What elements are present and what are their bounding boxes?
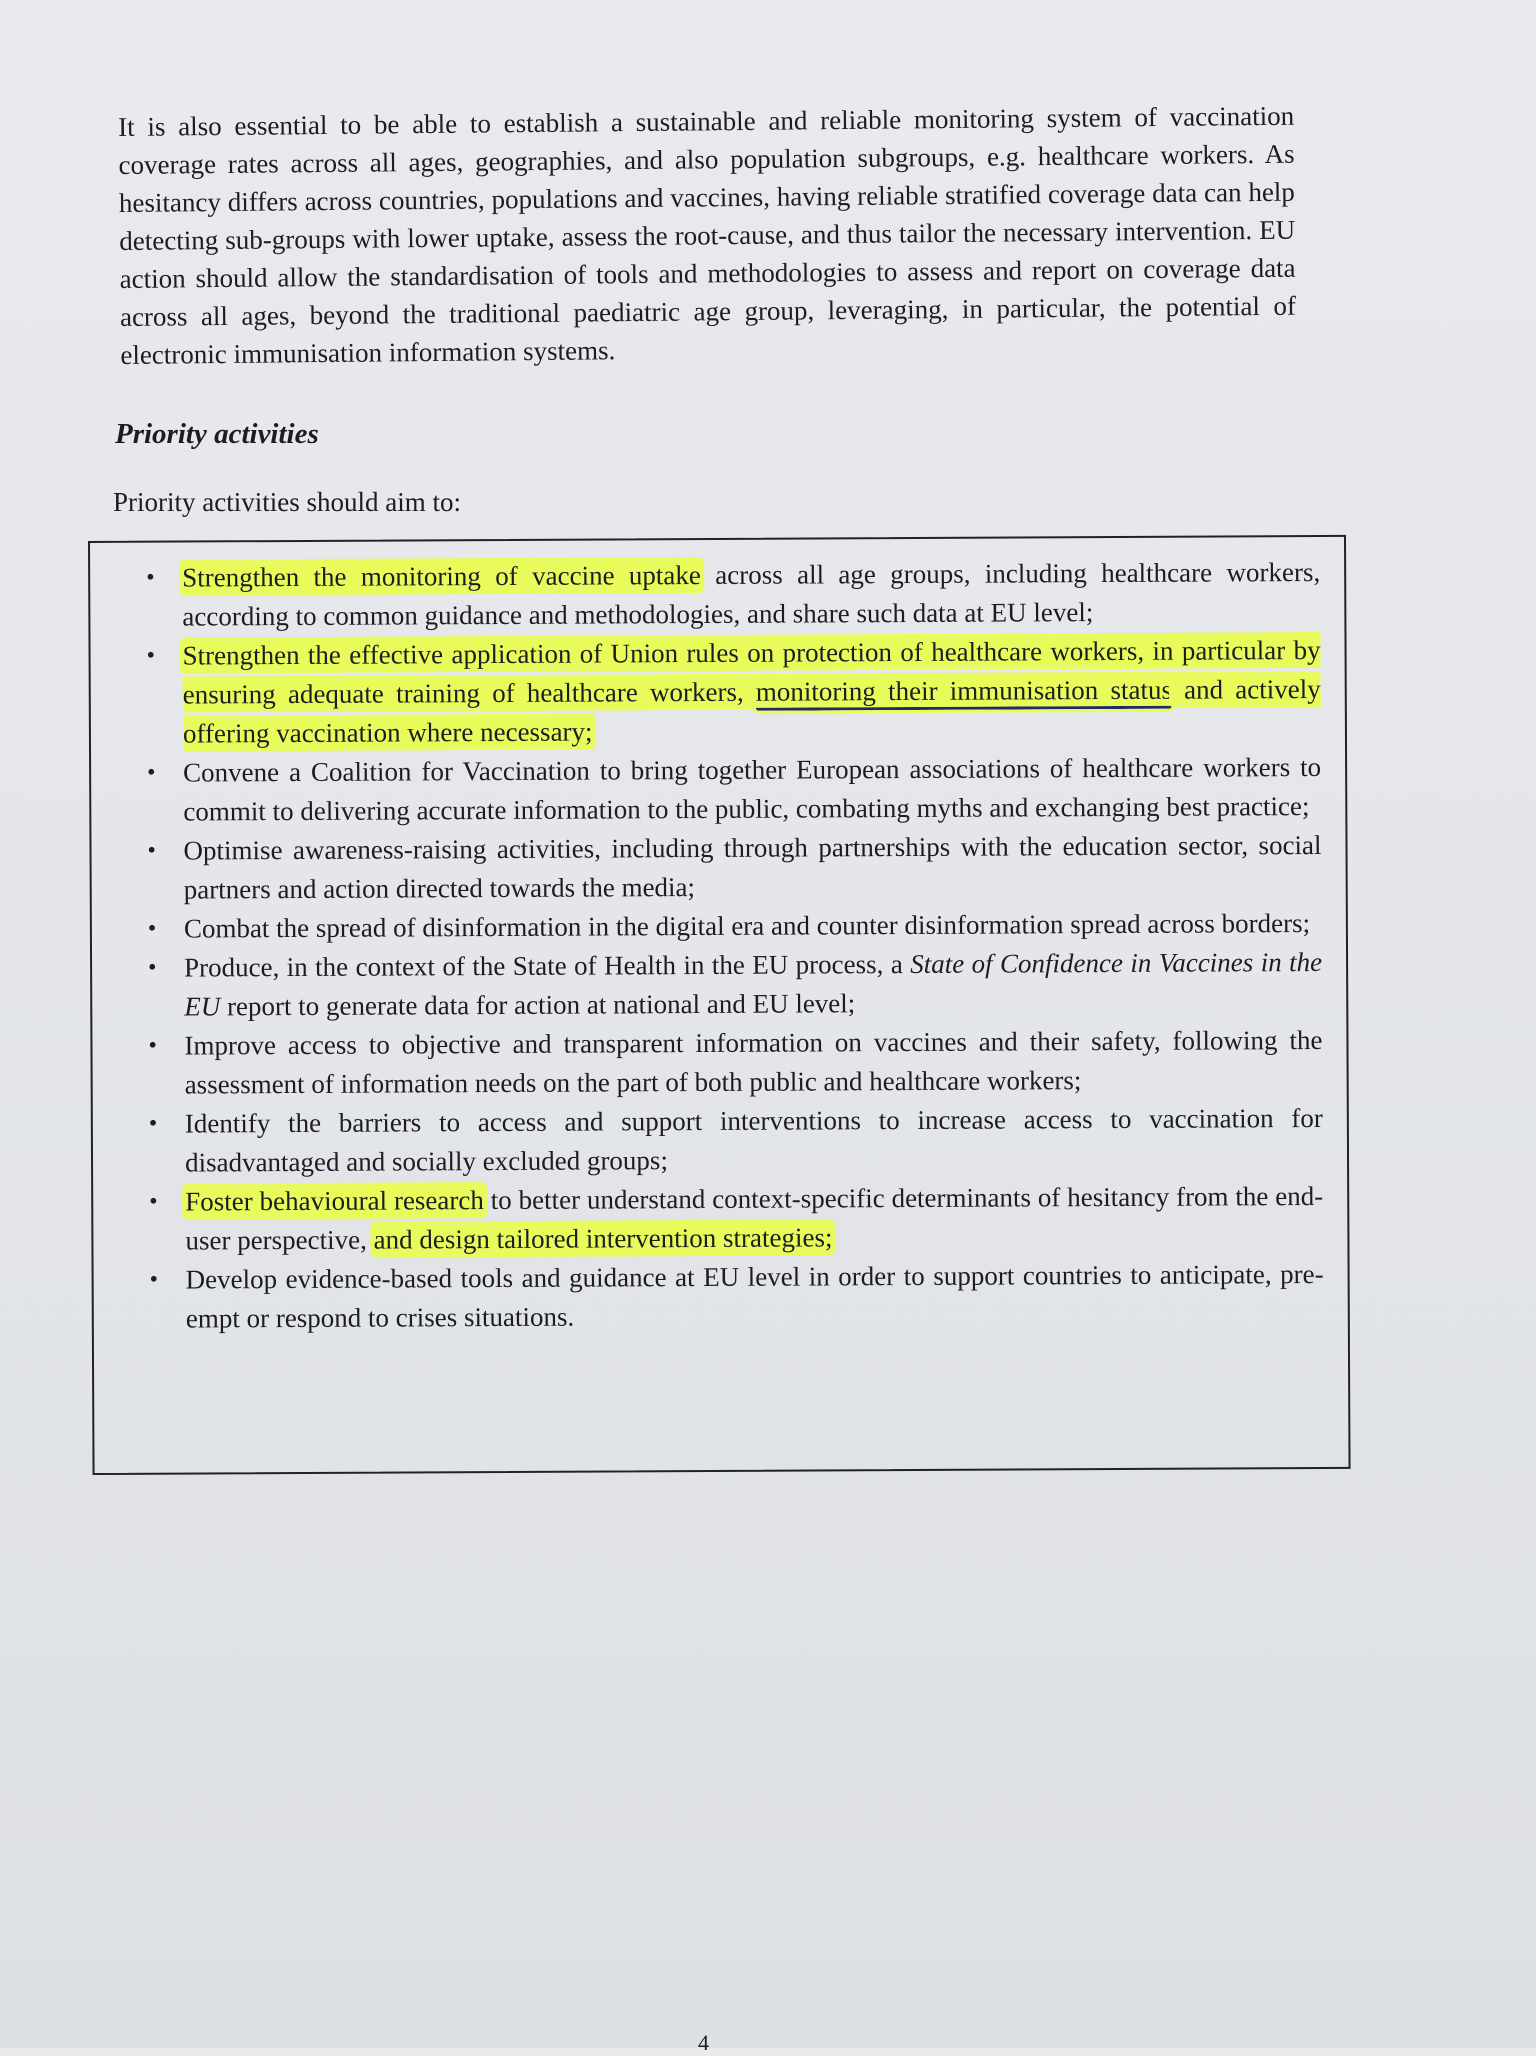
item-text: Identify the barriers to access and support interventions to increase access to vaccination for disadvantaged and socially excluded groups; [184,1102,1323,1178]
bullet-icon: • [147,915,157,942]
list-item [92,943,1322,1027]
list-item [92,904,1322,949]
bullet-icon: • [149,1266,159,1293]
item-text: report to generate data for action at national and EU level; [220,988,856,1022]
bullet-icon: • [146,642,156,669]
item-text: Optimise awareness-raising activities, including through partnerships with the education sector, social partners and action directed towards the media; [183,829,1322,905]
bullet-icon: • [148,1032,157,1059]
intro-paragraph: It is also essential to be able to establish a sustainable and reliable monitoring system of vaccination coverage rates across all ages, geographies, and also population subgroups, e.g. healthcare workers. As hesitancy differs across countries, populations and vaccines, having reliable stratified coverage data can help detecting sub-groups with lower uptake, assess the root-cause, and thus tailor the necessary intervention. EU action should allow the standardisation of tools and methodologies to assess and report on coverage data across all ages, beyond the traditional paediatric age group, leveraging, in particular, the potential of electronic immunisation information systems. [118,100,1297,370]
highlighted-text: Strengthen the effective application of Union rules on protection of healthcare workers, in particular by ensuring adequate training of healthcare workers, [182,634,1321,710]
list-item [90,553,1320,637]
bullet-icon: • [146,564,155,591]
list-item [92,1021,1322,1105]
priority-activities-box [88,535,1351,1475]
list-item [94,1255,1324,1339]
report-title: State of Confidence in Vaccines in the EU [184,946,1323,1022]
item-text: Produce, in the context of the State of Health in the EU process, a [184,948,911,983]
highlighted-text: and design tailored intervention strategies; [373,1222,833,1255]
list-item [91,826,1321,910]
priority-activities-list [90,537,1348,1339]
bullet-icon: • [149,1188,158,1215]
highlighted-text: Strengthen the monitoring of vaccine uptake [182,560,701,593]
item-text: Develop evidence-based tools and guidance at EU level in order to support countries to anticipate, pre-empt or respond to crises situations. [185,1258,1324,1334]
list-item [93,1099,1323,1183]
page-number: 4 [698,2030,709,2055]
bullet-icon: • [147,837,156,864]
bullet-icon: • [148,1110,158,1137]
section-heading: Priority activities [115,418,319,450]
list-item [93,1177,1323,1261]
item-text: Improve access to objective and transparent information on vaccines and their safety, following the assessment of information needs on the part of both public and healthcare workers; [184,1024,1323,1100]
item-text: Combat the spread of disinformation in the digital era and counter disinformation spread across borders; [183,908,1311,944]
bullet-icon: • [147,759,156,786]
highlighted-text: Foster behavioural research [185,1185,484,1217]
item-text: across all age groups, including healthcare workers, according to common guidance and methodologies, and share such data at EU level; [182,556,1321,632]
item-text: to better understand context-specific determinants of hesitancy from the end-user perspective, [185,1180,1324,1256]
item-text: Convene a Coalition for Vaccination to bring together European associations of healthcare workers to commit to delivering accurate information to the public, combating myths and exchanging best practice; [183,751,1322,827]
bullet-icon: • [148,954,157,981]
highlighted-text: and actively offering vaccination where necessary; [182,673,1321,749]
list-item [91,748,1321,832]
list-item [90,631,1321,754]
underlined-highlighted-text: monitoring their immunisation status [756,675,1172,711]
lead-text: Priority activities should aim to: [113,487,461,517]
